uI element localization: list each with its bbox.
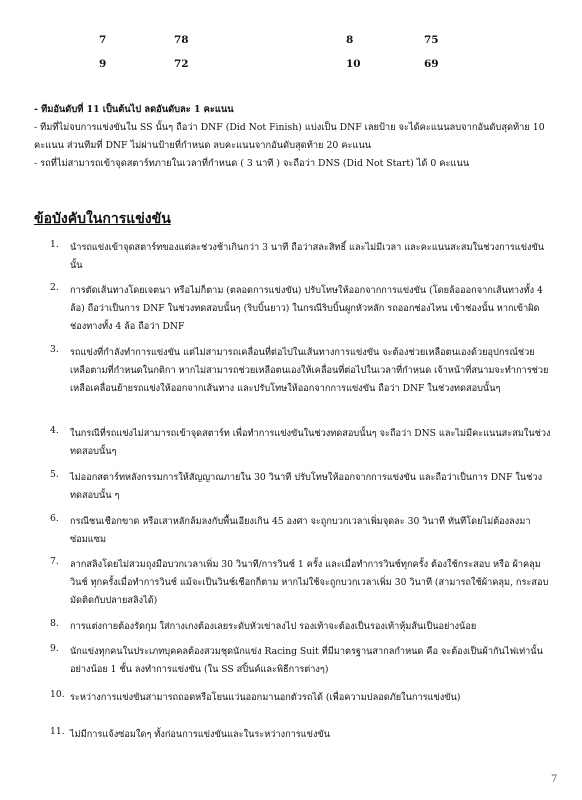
rule-text: ไม่ออกสตาร์ทหลังกรรมการให้สัญญาณภายใน 30 วินาที ปรับโทษให้ออกจากการแข่งขัน และถือว่าเป็นการ DNF ในช่วงทดสอบนั้น ๆ: [70, 472, 543, 502]
note-item: - ทีมที่ไม่จบการแข่งขันใน SS นั้นๆ ถือว่า DNF (Did Not Finish) แบ่งเป็น DNF เลยป้าย จะได้คะแนนลบจากอันดับสุดท้าย 10 คะแนน ส่วนทีมที่ DNF ไม่ผ่านป้ายที่กำหนด ลบคะแนนจากอันดับสุดท้าย 20 คะแนน: [34, 122, 545, 151]
rule-text: กรณีชนเชือกขาด หรือเสาหลักล้มลงกับพื้นเอียงเกิน 45 องศา จะถูกบวกเวลาเพิ่มจุดละ 30 วินาที ทันทีโดยไม่ต้องลงมาซ่อมแซม: [70, 516, 531, 546]
rank-cell: 9: [99, 58, 107, 70]
points-cell: 69: [424, 58, 439, 70]
note-item: - รถที่ไม่สามารถเข้าจุดสตาร์ทภายในเวลาที่กำหนด ( 3 นาที ) จะถือว่า DNS (Did Not Start) ได้ 0 คะแนน: [34, 158, 470, 169]
rule-text: ในกรณีที่รถแข่งไม่สามารถเข้าจุดสตาร์ท เพื่อทำการแข่งขันในช่วงทดสอบนั้นๆ จะถือว่า DNS และไม่มีคะแนนสะสมในช่วงทดสอบนั้นๆ: [70, 428, 551, 458]
rank-cell: 8: [346, 34, 354, 46]
rule-number: 8.: [50, 618, 59, 629]
points-cell: 78: [174, 34, 189, 46]
rule-number: 10.: [50, 689, 65, 700]
note-item: - ทีมอันดับที่ 11 เป็นต้นไป ลดอันดับละ 1 คะแนน: [34, 104, 234, 115]
rule-number: 1.: [50, 239, 59, 250]
rule-text: ไม่มีการแจ้งซ่อมใดๆ ทั้งก่อนการแข่งขันและในระหว่างการแข่งขัน: [70, 729, 330, 740]
rule-number: 6.: [50, 513, 59, 524]
section-title: ข้อบังคับในการแข่งขัน: [34, 211, 171, 227]
rule-number: 5.: [50, 469, 59, 480]
rule-text: การแต่งกายต้องรัดกุม ใส่กางเกงต้องเลยระดับหัวเข่าลงไป รองเท้าจะต้องเป็นรองเท้าหุ้มส้นเป็นอย่างน้อย: [70, 621, 477, 632]
rule-text: ระหว่างการแข่งขันสามารถถอดหรือโยนแว่นออกมานอกตัวรถได้ (เพื่อความปลอดภัยในการแข่งขัน): [70, 692, 461, 703]
rank-cell: 7: [99, 34, 107, 46]
scoring-notes: [34, 101, 554, 173]
rule-text: นำรถแข่งเข้าจุดสตาร์ทของแต่ละช่วงช้าเกินกว่า 3 นาที ถือว่าสละสิทธิ์ และไม่มีเวลา และคะแนนสะสมในช่วงการแข่งขันนั้น: [70, 242, 545, 272]
rule-text: นักแข่งทุกคนในประเภทบุคคลต้องสวมชุดนักแข่ง Racing Suit ที่มีมาตรฐานสากลกำหนด คือ จะต้องเป็นผ้ากันไฟเท่านั้นอย่างน้อย 1 ชั้น ลงทำการแข่งขัน (ใน SS สปิ้นค์และพิธีการต่างๆ): [70, 646, 543, 676]
points-cell: 75: [424, 34, 439, 46]
rule-number: 9.: [50, 643, 59, 654]
rule-text: รถแข่งที่กำลังทำการแข่งขัน แต่ไม่สามารถเคลื่อนที่ต่อไปในเส้นทางการแข่งขัน จะต้องช่วยเหลือตนเองด้วยอุปกรณ์ช่วยเหลือตามที่กำหนดในกติกา หากไม่สามารถช่วยเหลือตนเองให้เคลื่อนที่ต่อไปในเวลาที่กำหนด เจ้าหน้าที่สนามจะทำการช่วยเหลือเคลื่อนย้ายรถแข่งให้ออกจากเส้นทาง และปรับโทษให้ออกจากการแข่งขัน ถือว่า DNF ในช่วงทดสอบนั้นๆ: [70, 347, 549, 395]
rule-number: 3.: [50, 344, 59, 355]
rule-text: การตัดเส้นทางโดยเจตนา หรือไม่ก็ตาม (ตลอดการแข่งขัน) ปรับโทษให้ออกจากการแข่งขัน (โดยล้อออกจากเส้นทางทั้ง 4 ล้อ) ถือว่าเป็นการ DNF ในช่วงทดสอบนั้นๆ (ริบบิ้นยาว) ในกรณีริบบิ้นผูกหัวหลัก รถออกช่องไหน เข้าช่องนั้น หากเข้าผิดช่องทางทั้ง 4 ล้อ ถือว่า DNF: [70, 285, 543, 333]
rule-number: 11.: [50, 726, 65, 737]
rank-cell: 10: [346, 58, 361, 70]
points-cell: 72: [174, 58, 189, 70]
rule-number: 2.: [50, 282, 59, 293]
rule-text: ลากสลิงโดยไม่สวมถุงมือบวกเวลาเพิ่ม 30 วินาที/การวินช์ 1 ครั้ง และเมื่อทำการวินช์ทุกครั้ง ต้องใช้กระสอบ หรือ ผ้าคลุมวินช์ ทุกครั้งเมื่อทำการวินช์ แม้จะเป็นวินช์เชือกก็ตาม หากไม่ใช้จะถูกบวกเวลาเพิ่ม 30 วินาที (สามารถใช้ผ้าคลุม, กระสอบ มัดติดกับปลายสลิงได้): [70, 559, 549, 607]
rule-number: 4.: [50, 425, 59, 436]
rule-number: 7.: [50, 556, 59, 567]
page-number: 7: [551, 774, 558, 785]
